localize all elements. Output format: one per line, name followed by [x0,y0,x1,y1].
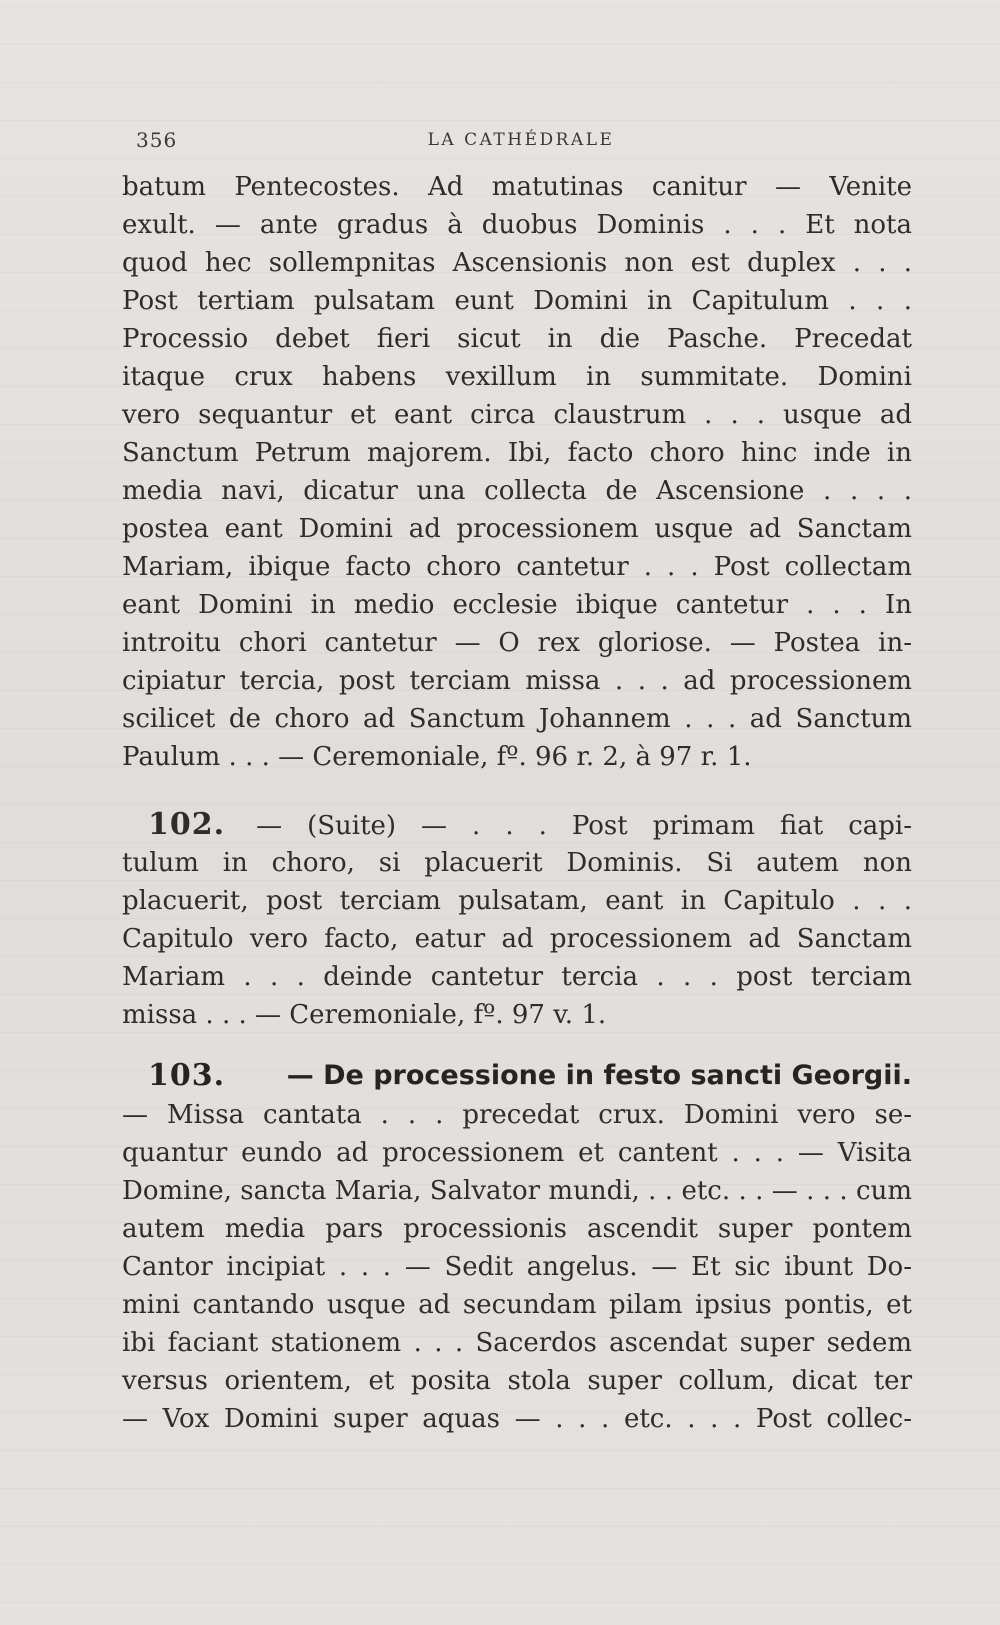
section-103-heading [122,1056,912,1096]
text-line: quantur eundo ad processionem et cantent . . . — Visita [122,1138,912,1168]
text-line: Processio debet fieri sicut in die Pasche. Precedat [122,324,912,354]
text-line: versus orientem, et posita stola super collum, dicat ter [122,1366,912,1396]
text-line: Capitulo vero facto, eatur ad processionem ad Sanctam [122,924,912,954]
page-number: 356 [136,128,178,152]
text-line: Sanctum Petrum majorem. Ibi, facto choro hinc inde in [122,438,912,468]
running-title: LA CATHÉDRALE [427,130,615,150]
section-102 [122,806,912,1034]
section-number: 102. [148,807,226,842]
text-line: placuerit, post terciam pulsatam, eant in Capitulo . . . [122,886,912,916]
text-line: Paulum . . . — Ceremoniale, fº. 96 r. 2, à 97 r. 1. [122,742,752,772]
text-line: tulum in choro, si placuerit Dominis. Si autem non [122,848,912,878]
text-line: postea eant Domini ad processionem usque ad Sanctam [122,514,912,544]
text-line: cipiatur tercia, post terciam missa . . . ad processionem [122,666,912,696]
spacer [122,776,912,806]
text-line: media navi, dicatur una collecta de Ascensione . . . . [122,476,912,506]
text-line: ibi faciant stationem . . . Sacerdos ascendat super sedem [122,1328,912,1358]
text-line: Post tertiam pulsatam eunt Domini in Capitulum . . . [122,286,912,316]
text-line: quod hec sollempnitas Ascensionis non est duplex . . . [122,248,912,278]
text-line: introitu chori cantetur — O rex gloriose. — Postea in- [122,628,912,658]
section-number: 103. [148,1058,226,1093]
section-102-first-line [122,806,912,844]
text-line: — Missa cantata . . . precedat crux. Domini vero se- [122,1100,912,1130]
text-line: itaque crux habens vexillum in summitate. Domini [122,362,912,392]
text-line: exult. — ante gradus à duobus Dominis . . . Et nota [122,210,912,240]
section-title: — De processione in festo sancti Georgii. [286,1060,912,1091]
text-line: mini cantando usque ad secundam pilam ipsius pontis, et [122,1290,912,1320]
text-line: Cantor incipiat . . . — Sedit angelus. — Et sic ibunt Do- [122,1252,912,1282]
section-103 [122,1056,912,1438]
text-line: eant Domini in medio ecclesie ibique cantetur . . . In [122,590,912,620]
text-line: — (Suite) — . . . Post primam fiat capi- [256,811,912,841]
text-line: Mariam, ibique facto choro cantetur . . . Post collectam [122,552,912,582]
text-block [122,168,912,1438]
text-line: Mariam . . . deinde cantetur tercia . . . post terciam [122,962,912,992]
section-101-tail [122,168,912,776]
spacer [122,1034,912,1056]
text-line: Domine, sancta Maria, Salvator mundi, . . etc. . . — . . . cum [122,1176,912,1206]
text-line: vero sequantur et eant circa claustrum . . . usque ad [122,400,912,430]
running-head [136,128,906,158]
text-line: missa . . . — Ceremoniale, fº. 97 v. 1. [122,1000,607,1030]
text-line: — Vox Domini super aquas — . . . etc. . . . Post collec- [122,1404,912,1434]
text-line: scilicet de choro ad Sanctum Johannem . . . ad Sanctum [122,704,912,734]
text-line: autem media pars processionis ascendit super pontem [122,1214,912,1244]
text-line: batum Pentecostes. Ad matutinas canitur — Venite [122,172,912,202]
